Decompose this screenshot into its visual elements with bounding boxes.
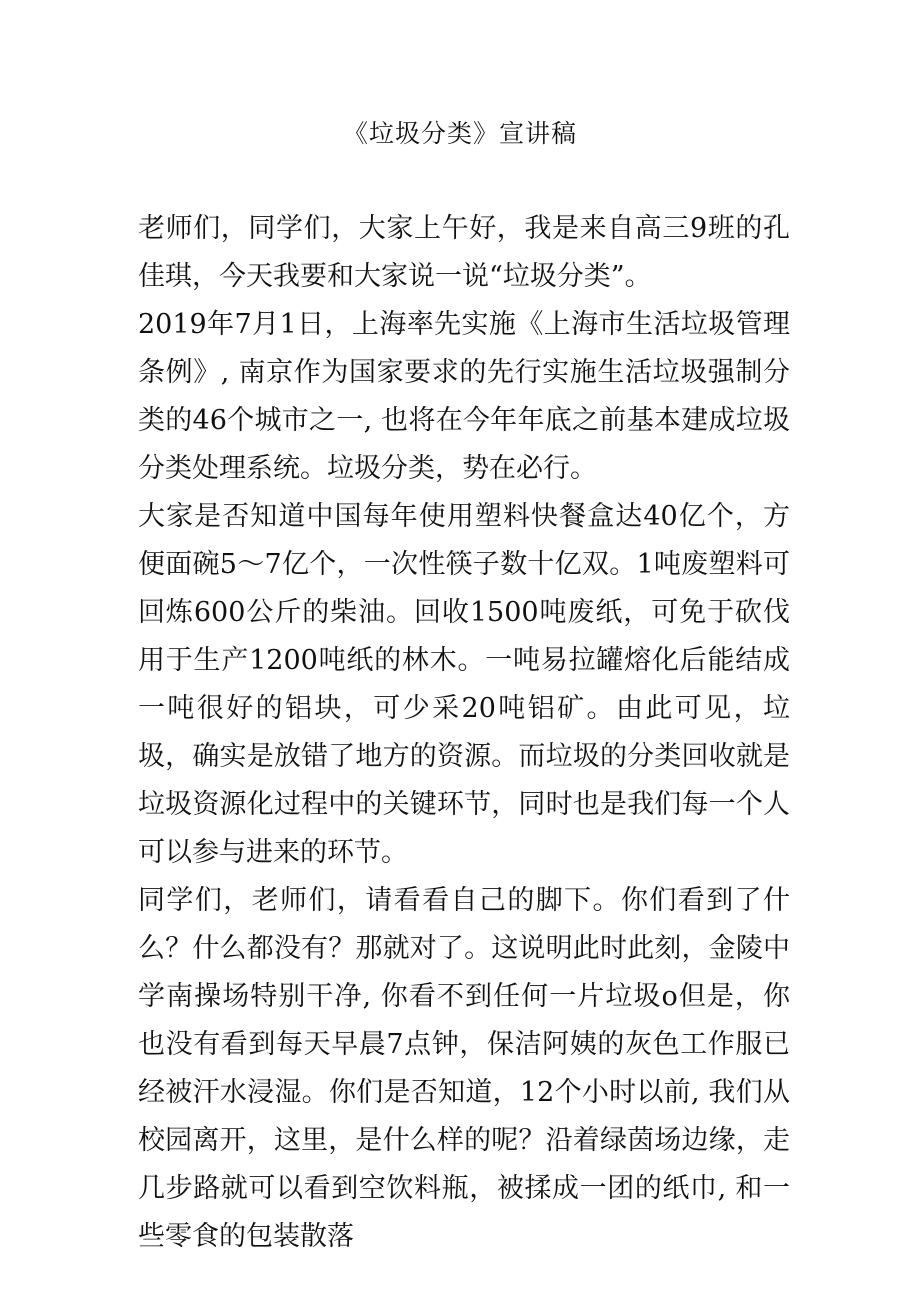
document-body — [138, 205, 790, 1261]
paragraph-greeting: 老师们，同学们，大家上午好，我是来自高三9班的孔佳琪，今天我要和大家说一说“垃圾分类”。 — [138, 213, 790, 292]
paragraph-campus: 同学们，老师们，请看看自己的脚下。你们看到了什么？什么都没有？那就对了。这说明此时此刻，金陵中学南操场特别干净, 你看不到任何一片垃圾o但是，你也没有看到每天早晨7点钟，保洁阿姨的灰色工作服已经被汗水浸湿。你们是否知道，12个小时以前, 我们从校园离开，这里，是什么样的呢？沿着绿茵场边缘，走几步路就可以看到空饮料瓶，被揉成一团的纸巾, 和一些零食的包装散落 — [138, 885, 790, 1252]
paragraph-facts: 大家是否知道中国每年使用塑料快餐盒达40亿个，方便面碗5～7亿个，一次性筷子数十亿双。1吨废塑料可回炼600公斤的柴油。回收1500吨废纸，可免于砍伐用于生产1200吨纸的林木。一吨易拉罐熔化后能结成一吨很好的铝块，可少采20吨铝矿。由此可见，垃圾，确实是放错了地方的资源。而垃圾的分类回收就是垃圾资源化过程中的关键环节，同时也是我们每一个人可以参与进来的环节。 — [138, 501, 790, 868]
paragraph-policy: 2019年7月1日，上海率先实施《上海市生活垃圾管理条例》, 南京作为国家要求的先行实施生活垃圾强制分类的46个城市之一, 也将在今年年底之前基本建成垃圾分类处理系统。垃圾分类，势在必行。 — [138, 309, 790, 484]
document-title: 《垃圾分类》宣讲稿 — [342, 119, 577, 148]
